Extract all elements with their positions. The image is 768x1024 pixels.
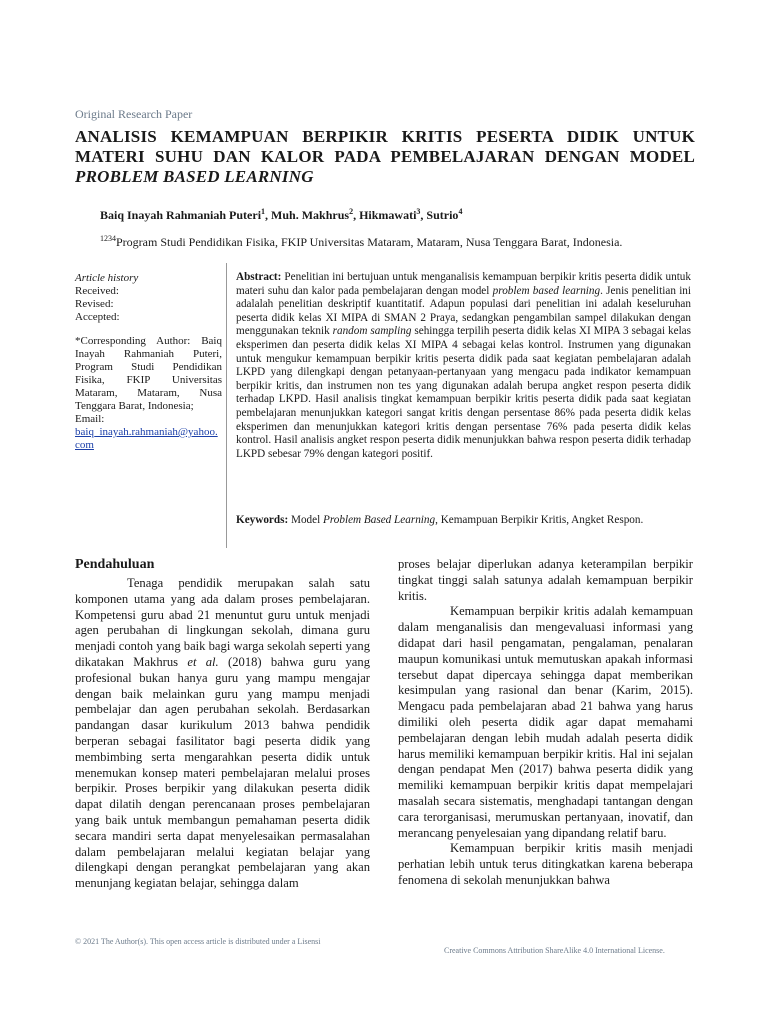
author-list: Baiq Inayah Rahmaniah Puteri$^1$, Muh. Makhrus$^2$, Hikmawati$^3$, Sutrio$^4$ — [100, 207, 463, 222]
received-label: Received: — [75, 285, 119, 297]
body-column-right — [398, 557, 693, 889]
accepted-label: Accepted: — [75, 311, 120, 323]
paragraph: proses belajar diperlukan adanya keterampilan berpikir tingkat tinggi salah satunya adalah kemampuan berpikir kritis. — [398, 557, 693, 603]
article-history-label: Article history — [75, 272, 139, 284]
paragraph: Tenaga pendidik merupakan salah satu komponen utama yang ada dalam proses pembelajaran. Kompetensi guru abad 21 menuntut guru untuk menjadi agen perubahan di lingkungan sekolah, dimana guru menjadi contoh yang baik bagi warga sekolah seperti yang dikatakan Makhrus et al. (2018) bahwa guru yang profesional bukan hanya guru yang mampu mengajar dengan baik melainkan guru yang mampu menjadi pembelajar dan agen perubahan sekolah. Berdasarkan pandangan dasar kurikulum 2013 bahwa pendidik berperan sebagai fasilitator bagi peserta didik yang membimbing serta mengarahkan peserta didik untuk menemukan konsep materi pembelajaran melalui proses berpikir. Proses berpikir yang dilakukan peserta didik dapat dilatih dengan perencanaan proses pembelajaran yang baik untuk membangun pemahaman peserta didik secara mandiri serta dapat menyelesaikan permasalahan dalam pembelajaran melalui kegiatan belajar yang dilengkapi dengan perangkat pembelajaran yang akan menunjang kegiatan belajar, sehingga dalam — [75, 576, 370, 891]
body-column-left — [75, 557, 370, 892]
column-divider — [226, 263, 227, 548]
corresponding-author: *Corresponding Author: Baiq Inayah Rahmaniah Puteri, Program Studi Pendidikan Fisika, FKIP Universitas Mataram, Mataram, Nusa Tenggara Barat, Indonesia; — [75, 335, 222, 412]
revised-label: Revised: — [75, 298, 114, 310]
title-line-2: MATERI SUHU DAN KALOR PADA PEMBELAJARAN DENGAN MODEL — [75, 147, 695, 166]
email-link[interactable]: baiq_inayah.rahmaniah@yahoo.com — [75, 426, 218, 451]
paragraph: Kemampuan berpikir kritis adalah kemampuan dalam menganalisis dan mengevaluasi informasi yang didapat dari hasil pengamatan, pengalaman, penalaran maupun komunikasi untuk memutuskan apakah informasi tersebut dapat dipercaya sehingga dapat memberikan kesimpulan yang rasional dan benar (Karim, 2015). Mengacu pada pembelajaran abad 21 bahwa yang harus dimiliki oleh peserta didik agar dapat memahami pembelajaran dengan lebih mudah adalah peserta didik harus memiliki kemampuan berpikir kritis. Hal ini sejalan dengan pendapat Men (2017) bahwa peserta didik yang memiliki kemampuan berpikir kritis dapat mempelajari masalah secara sistematis, menghadapi tantangan dengan cara terorganisasi, merumuskan pertanyaan, inovatif, dan merancang penyelesaian yang dipandang relatif baru. — [398, 604, 693, 840]
article-type: Original Research Paper — [75, 107, 193, 121]
abstract: Abstract: Penelitian ini bertujuan untuk menganalisis kemampuan berpikir kritis peserta didik untuk materi suhu dan kalor pada pembelajaran dengan model problem based learning. Jenis penelitian ini adalalah penelitian deskriptif kuantitatif. Adapun populasi dari penelitian ini adalah keseluruhan peserta didik kelas XI MIPA di SMAN 2 Praya, sedangkan pengambilan sampel dilakukan dengan menggunakan teknik random sampling sehingga terpilih peserta didik kelas XI MIPA 3 sebagai kelas eksperimen dan peserta didik kelas XI MIPA 4 sebagai kelas kontrol. Instrumen yang digunakan untuk mengukur kemampuan berpikir kritis peserta didik pada saat kegiatan pembelajaran adalah LKPD yang dilengkapi dengan petanyaan-pertanyaan yang mengacu pada indikator kemampuan berpikir kritis, dan instrumen non tes yang digunakan adalah berupa angket respon peserta didik terhadap LKPD. Hasil analisis tingkat kemampuan berpikir kritis peserta didik pada saat kegiatan pembelajaran menunjukkan kategori sangat kritis dengan persentase 86% pada peserta didik kelas eksperimen dan menunjukkan kategori kritis dengan persentase 76% pada peserta didik kelas kontrol. Hasil analisis angket respon peserta didik menunjukkan bahwa respon peserta didik terhadap LKPD sebesar 79% dengan kategori positif. — [236, 271, 691, 460]
footer-license[interactable]: Creative Commons Attribution ShareAlike 4.0 International License. — [444, 946, 665, 955]
article-info-sidebar — [75, 272, 222, 452]
keywords: Keywords: Model Problem Based Learning, Kemampuan Berpikir Kritis, Angket Respon. — [236, 514, 644, 526]
section-heading: Pendahuluan — [75, 557, 155, 572]
email-label: Email: — [75, 413, 105, 425]
title-line-1: ANALISIS KEMAMPUAN BERPIKIR KRITIS PESERTA DIDIK UNTUK — [75, 127, 695, 146]
paper-title — [75, 127, 695, 187]
paragraph: Kemampuan berpikir kritis masih menjadi perhatian lebih untuk terus ditingkatkan karena beberapa fenomena di sekolah menunjukkan bahwa — [398, 841, 693, 887]
footer-copyright: © 2021 The Author(s). This open access article is distributed under a Lisensi — [75, 937, 321, 946]
title-line-3: PROBLEM BASED LEARNING — [75, 167, 314, 186]
affiliation: $^{1234}$Program Studi Pendidikan Fisika, FKIP Universitas Mataram, Mataram, Nusa Tenggara Barat, Indonesia. — [100, 234, 623, 249]
